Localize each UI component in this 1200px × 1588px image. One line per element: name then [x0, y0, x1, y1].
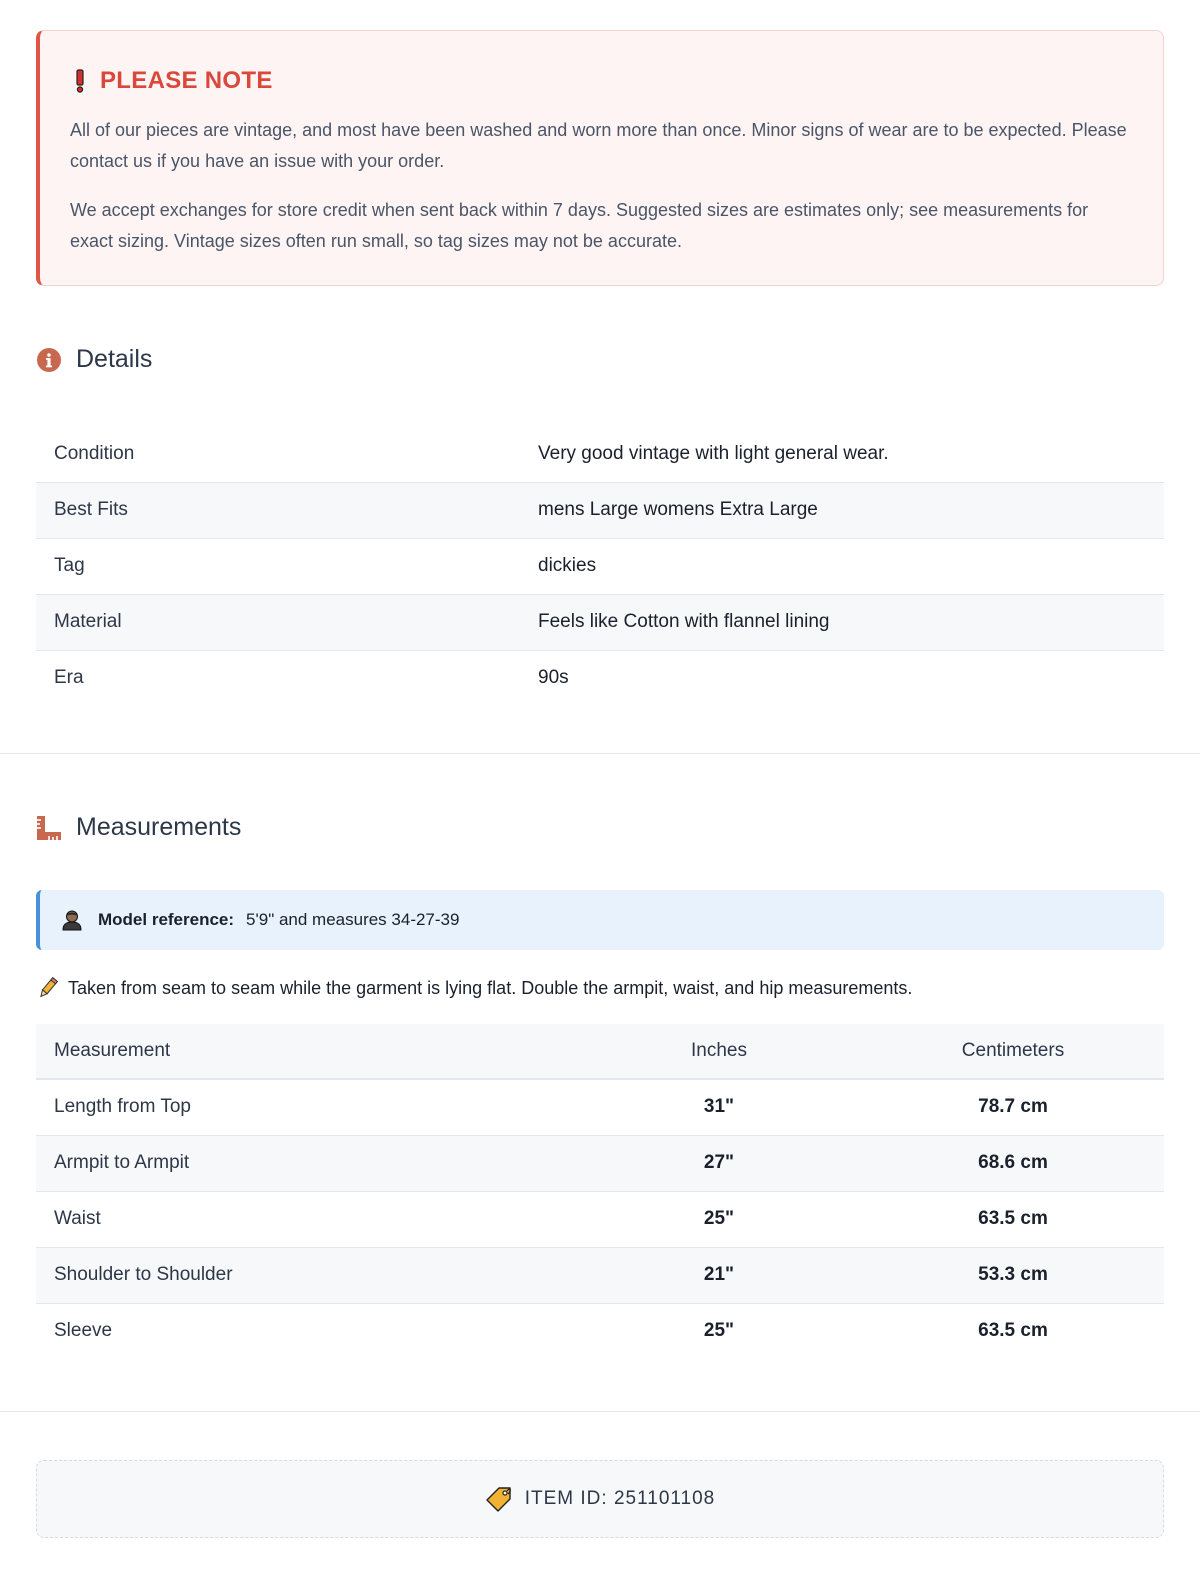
- measurement-inches: 27": [576, 1135, 862, 1191]
- measurements-table: [36, 1024, 1164, 1359]
- table-row: [36, 594, 1164, 650]
- notice-paragraph-2: We accept exchanges for store credit when sent back within 7 days. Suggested sizes are estimates only; see measurements for exact sizing. Vintage sizes often run small, so tag sizes may not be accurate.: [70, 200, 1089, 251]
- table-row: [36, 1191, 1164, 1247]
- measurement-cm: 78.7 cm: [862, 1079, 1164, 1135]
- measurement-inches: 31": [576, 1079, 862, 1135]
- ruler-icon: [36, 815, 62, 841]
- notice-paragraph-1: All of our pieces are vintage, and most have been washed and worn more than once. Minor signs of wear are to be expected. Please contact us if you have an issue with your order.: [70, 120, 1127, 171]
- table-header-row: [36, 1024, 1164, 1079]
- tag-icon: [485, 1485, 513, 1513]
- measurement-instructions: [36, 976, 912, 1000]
- table-row: [36, 426, 1164, 482]
- exclamation-icon: [70, 69, 90, 93]
- measurement-inches: 25": [703, 1320, 735, 1342]
- pencil-icon: [36, 976, 60, 1000]
- details-title: Details: [76, 345, 153, 373]
- measurement-name: Length from Top: [36, 1079, 576, 1135]
- person-icon: [60, 908, 84, 932]
- table-row: [36, 1303, 1164, 1359]
- measurement-name: Waist: [36, 1191, 576, 1247]
- detail-value: 90s: [538, 667, 569, 689]
- column-header-inches: Inches: [576, 1024, 862, 1079]
- info-circle-icon: [36, 347, 62, 373]
- column-header-measurement: Measurement: [36, 1024, 576, 1079]
- notice-box: [36, 30, 1164, 286]
- measurement-inches: 25": [576, 1191, 862, 1247]
- measurements-heading: [36, 813, 241, 842]
- measurement-cm: 53.3 cm: [862, 1247, 1164, 1303]
- measurement-name: Shoulder to Shoulder: [36, 1247, 576, 1303]
- details-table: [36, 426, 1164, 706]
- detail-label: Tag: [36, 538, 538, 594]
- notice-title: PLEASE NOTE: [100, 67, 273, 94]
- section-divider: [0, 753, 1200, 754]
- table-row: [36, 482, 1164, 538]
- measurements-title: Measurements: [76, 813, 242, 841]
- model-reference-label: Model reference:: [98, 910, 235, 929]
- column-header-centimeters: Centimeters: [862, 1024, 1164, 1079]
- detail-value: Very good vintage with light general wear.: [538, 426, 1164, 482]
- instructions-text: Taken from seam to seam while the garment is lying flat. Double the armpit, waist, and hip measurements.: [68, 977, 913, 998]
- detail-label: Best Fits: [36, 482, 538, 538]
- measurement-cm: 63.5 cm: [862, 1191, 1164, 1247]
- measurement-name: Armpit to Armpit: [36, 1135, 576, 1191]
- measurement-cm: 68.6 cm: [862, 1135, 1164, 1191]
- item-id-box: [36, 1460, 1164, 1538]
- detail-value: dickies: [538, 538, 1164, 594]
- table-row: [36, 1135, 1164, 1191]
- table-row: [36, 650, 1164, 706]
- detail-value: Feels like Cotton with flannel lining: [538, 594, 1164, 650]
- model-reference-value: 5'9" and measures 34-27-39: [246, 910, 460, 929]
- table-row: [36, 1247, 1164, 1303]
- notice-header: [70, 63, 1133, 99]
- measurement-cm: 63.5 cm: [978, 1320, 1048, 1342]
- measurement-inches: 21": [576, 1247, 862, 1303]
- measurement-name: Sleeve: [54, 1320, 113, 1342]
- detail-value: mens Large womens Extra Large: [538, 482, 1164, 538]
- item-id-text: ITEM ID: 251101108: [524, 1488, 716, 1509]
- table-row: [36, 538, 1164, 594]
- section-divider: [0, 1411, 1200, 1412]
- detail-label: Era: [54, 667, 84, 689]
- details-heading: [36, 345, 152, 374]
- model-reference-callout: [36, 890, 1164, 950]
- detail-label: Condition: [36, 426, 538, 482]
- table-row: [36, 1079, 1164, 1135]
- detail-label: Material: [36, 594, 538, 650]
